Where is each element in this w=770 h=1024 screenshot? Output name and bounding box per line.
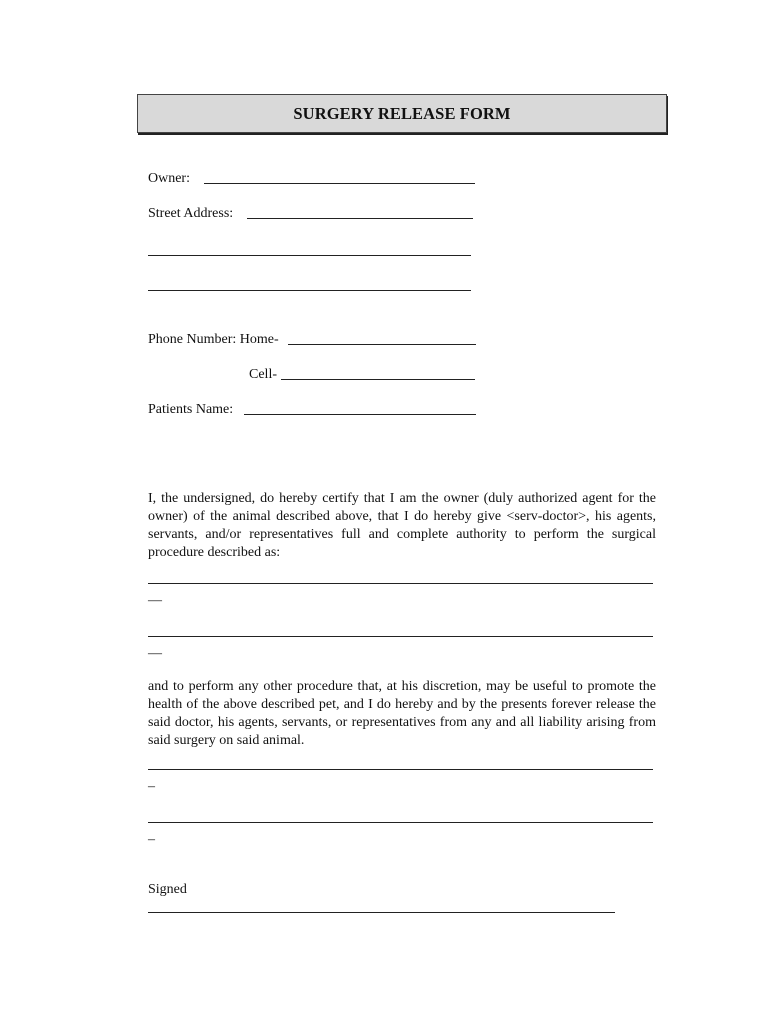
certification-paragraph: I, the undersigned, do hereby certify that I am the owner (duly authorized agent for the owner) of the animal described above, that I do hereby give <serv-doctor>, his agents, servants, and/or representatives full and complete authority to perform the surgical procedure described as:: [148, 491, 656, 560]
patient-name-field[interactable]: [244, 414, 476, 415]
address-line-3-field[interactable]: [148, 290, 471, 291]
owner-label: Owner:: [148, 171, 190, 186]
procedure-line-1-dash: —: [148, 593, 162, 608]
form-title: SURGERY RELEASE FORM: [293, 103, 511, 123]
procedure-line-2-dash: —: [148, 646, 162, 661]
phone-cell-field[interactable]: [281, 379, 475, 380]
patient-name-label: Patients Name:: [148, 402, 234, 417]
procedure-line-2[interactable]: [148, 636, 653, 637]
remarks-line-2-dash: –: [148, 832, 155, 847]
street-address-field[interactable]: [247, 218, 473, 219]
form-title-box: [137, 94, 667, 133]
owner-field[interactable]: [204, 183, 475, 184]
procedure-paragraph: and to perform any other procedure that, at his discretion, may be useful to promote the health of the above described pet, and I do hereby and by the presents forever release the said doctor, his agents, servants, or representatives from any and all liability arising from said surgery on said animal.: [148, 679, 656, 748]
phone-home-label: Phone Number: Home-: [148, 332, 279, 347]
remarks-line-1[interactable]: [148, 769, 653, 770]
phone-cell-label: Cell-: [249, 367, 277, 382]
signed-label: Signed: [148, 882, 187, 897]
phone-home-field[interactable]: [288, 344, 476, 345]
address-line-2-field[interactable]: [148, 255, 471, 256]
street-address-label: Street Address:: [148, 206, 234, 221]
procedure-line-1[interactable]: [148, 583, 653, 584]
remarks-line-1-dash: –: [148, 779, 155, 794]
remarks-line-2[interactable]: [148, 822, 653, 823]
signature-field[interactable]: [148, 912, 615, 913]
